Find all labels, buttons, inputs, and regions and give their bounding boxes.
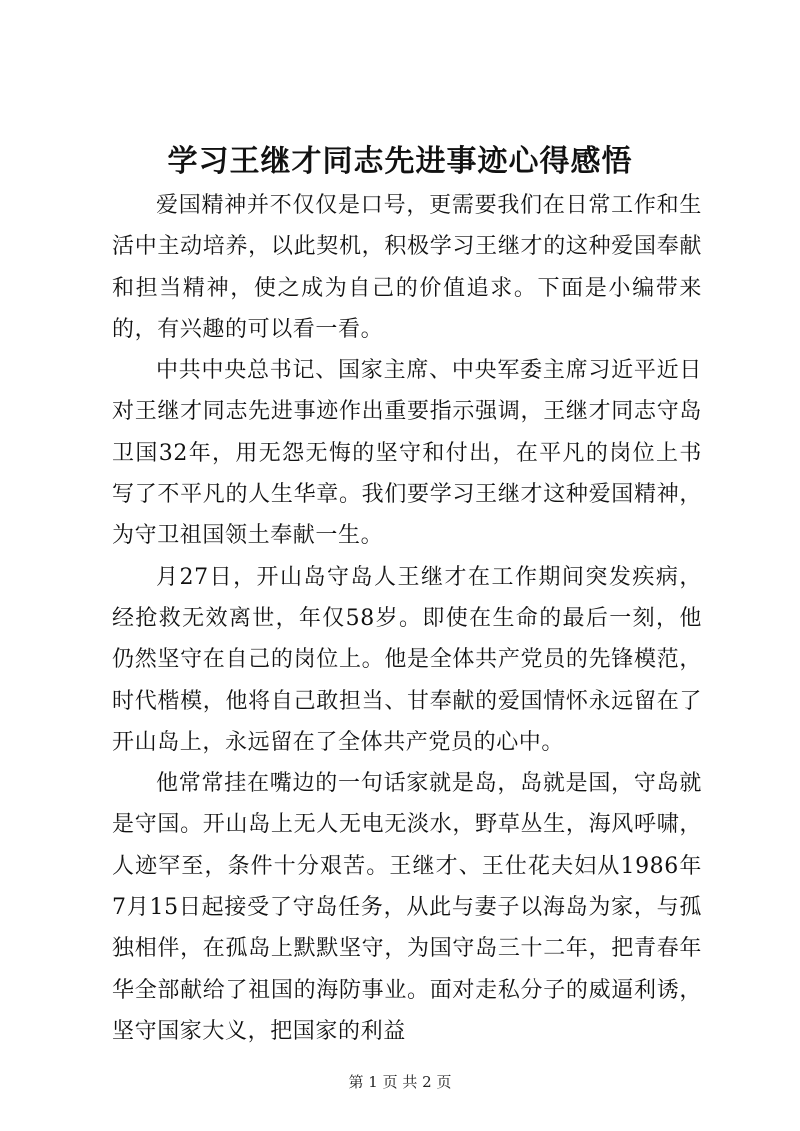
document-body <box>112 185 702 1052</box>
paragraph-2: 中共中央总书记、国家主席、中央军委主席习近平近日对王继才同志先进事迹作出重要指示强调，王继才同志守岛卫国32年，用无怨无悔的坚守和付出，在平凡的岗位上书写了不平凡的人生华章。我们要学习王继才这种爱国精神，为守卫祖国领土奉献一生。 <box>112 358 702 549</box>
document-title: 学习王继才同志先进事迹心得感悟 <box>167 144 633 179</box>
paragraph-4: 他常常挂在嘴边的一句话家就是岛，岛就是国，守岛就是守国。开山岛上无人无电无淡水，野草丛生，海风呼啸，人迹罕至，条件十分艰苦。王继才、王仕花夫妇从1986年7月15日起接受了守岛任务，从此与妻子以海岛为家，与孤独相伴，在孤岛上默默坚守，为国守岛三十二年，把青春年华全部献给了祖国的海防事业。面对走私分子的威逼利诱，坚守国家大义，把国家的利益 <box>112 771 702 1044</box>
page-footer: 第 1 页 共 2 页 <box>348 1073 452 1091</box>
paragraph-3: 月27日，开山岛守岛人王继才在工作期间突发疾病，经抢救无效离世，年仅58岁。即使在生命的最后一刻，他仍然坚守在自己的岗位上。他是全体共产党员的先锋模范，时代楷模，他将自己敢担当、甘奉献的爱国情怀永远留在了开山岛上，永远留在了全体共产党员的心中。 <box>112 564 702 755</box>
paragraph-1: 爱国精神并不仅仅是口号，更需要我们在日常工作和生活中主动培养，以此契机，积极学习王继才的这种爱国奉献和担当精神，使之成为自己的价值追求。下面是小编带来的，有兴趣的可以看一看。 <box>112 193 702 342</box>
